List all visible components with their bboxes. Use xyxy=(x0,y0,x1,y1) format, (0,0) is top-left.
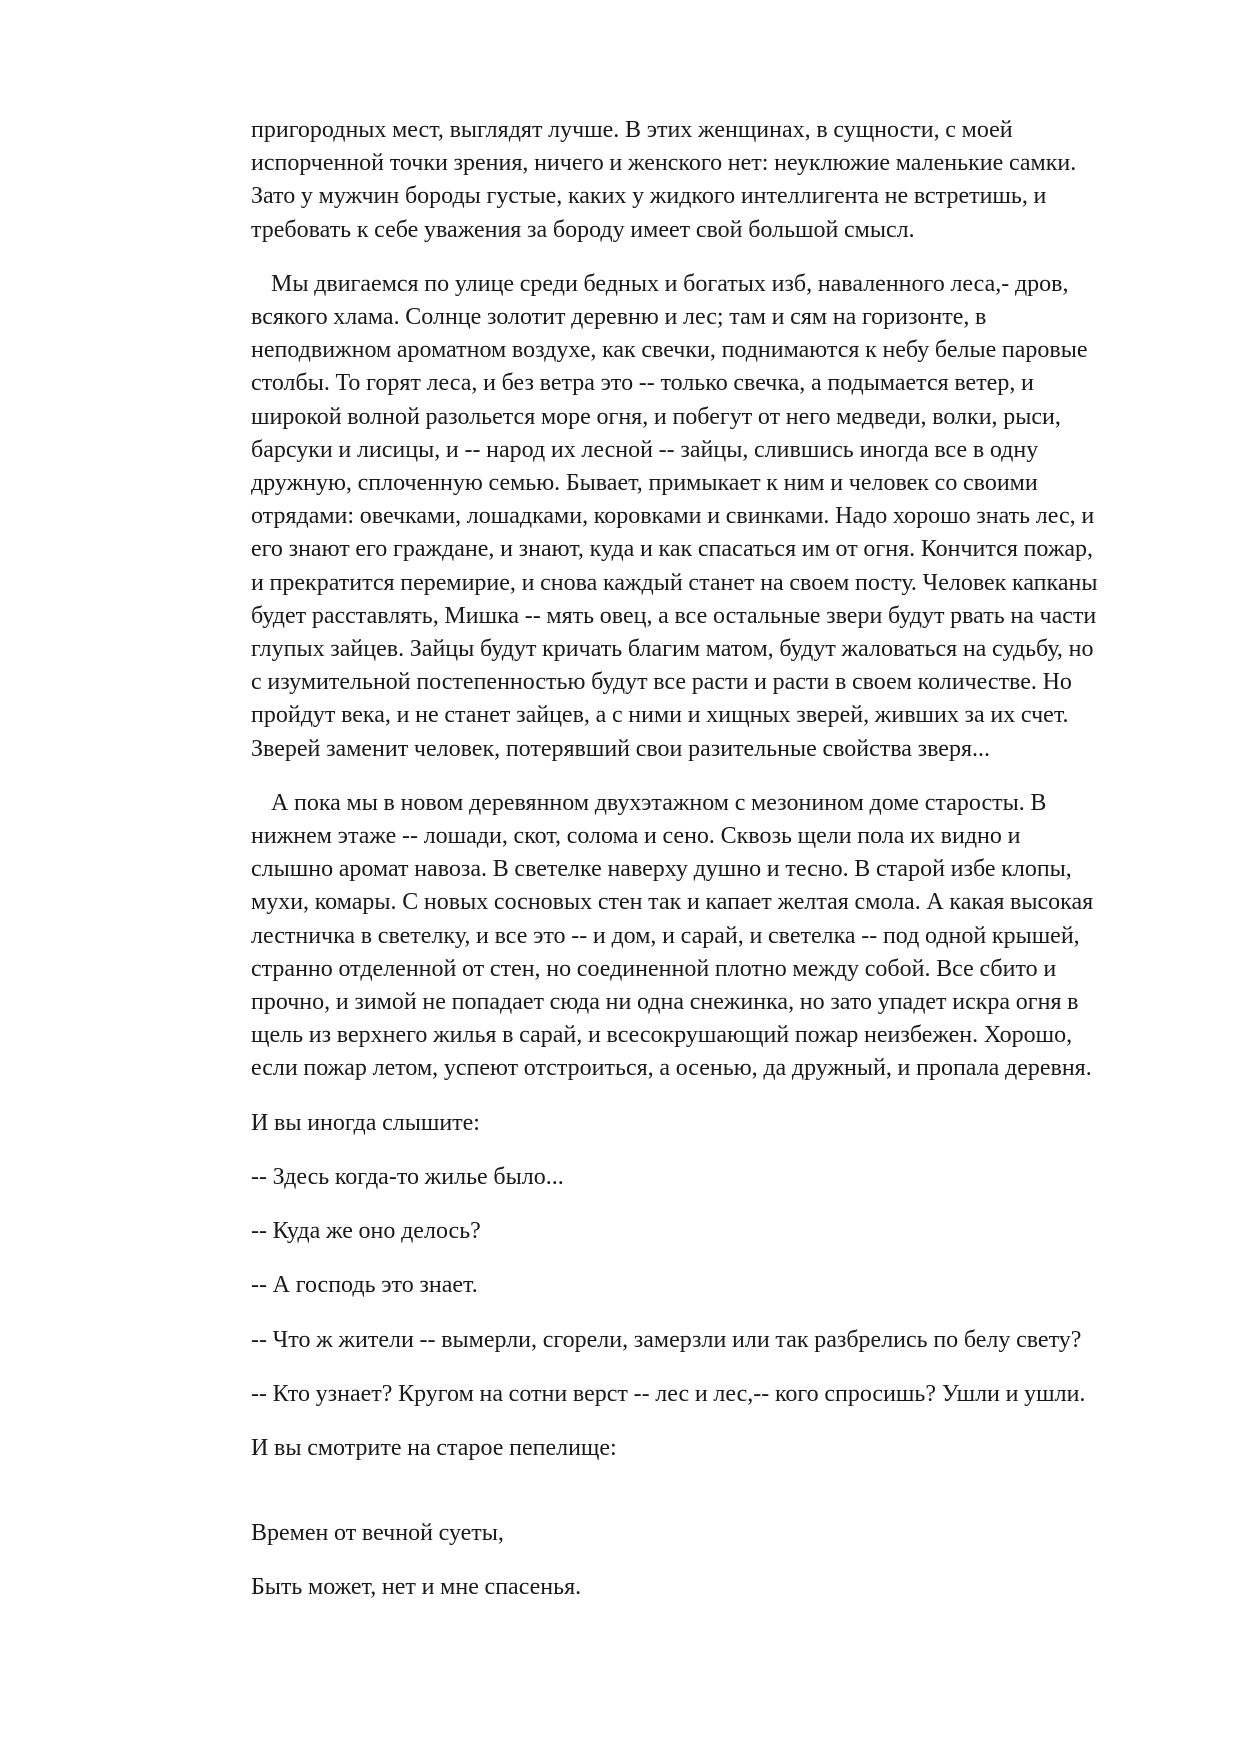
verse-line-2: Быть может, нет и мне спасенья. xyxy=(251,1574,582,1601)
text-line: лестничка в светелку, и все это -- и дом, и сарай, и светелка -- под одной крышей, xyxy=(251,922,1080,949)
text-line: мухи, комары. С новых сосновых стен так и капает желтая смола. А какая высокая xyxy=(251,889,1094,916)
dialogue-line: -- Здесь когда-то жилье было... xyxy=(251,1163,564,1190)
text-line: щель из верхнего жилья в сарай, и всесокрушающий пожар неизбежен. Хорошо, xyxy=(251,1022,1073,1049)
paragraph-2 xyxy=(251,268,1161,766)
text-line: А пока мы в новом деревянном двухэтажном с мезонином доме старосты. В xyxy=(271,789,1047,816)
dialogue-intro: И вы иногда слышите: xyxy=(251,1109,480,1136)
dialogue-line: -- Куда же оно делось? xyxy=(251,1218,481,1245)
text-line: широкой волной разольется море огня, и побегут от него медведи, волки, рыси, xyxy=(251,403,1061,430)
text-line: столбы. То горят леса, и без ветра это -- только свечка, а подымается ветер, и xyxy=(251,370,1034,397)
text-line: будет расставлять, Мишка -- мять овец, а все остальные звери будут рвать на части xyxy=(251,602,1097,629)
text-line: слышно аромат навоза. В светелке наверху душно и тесно. В старой избе клопы, xyxy=(251,856,1072,883)
text-line: странно отделенной от стен, но соединенной плотно между собой. Все сбито и xyxy=(251,955,1057,982)
text-line: требовать к себе уважения за бороду имеет свой большой смысл. xyxy=(251,216,915,243)
text-line: неподвижном ароматном воздухе, как свечки, поднимаются к небу белые паровые xyxy=(251,337,1088,364)
text-line: прочно, и зимой не попадает сюда ни одна снежинка, но зато упадет искра огня в xyxy=(251,989,1079,1016)
text-line: Зверей заменит человек, потерявший свои разительные свойства зверя... xyxy=(251,735,990,762)
body-text xyxy=(251,114,1161,1626)
text-line: пригородных мест, выглядят лучше. В этих женщинах, в сущности, с моей xyxy=(251,117,1013,143)
text-line: испорченной точки зрения, ничего и женского нет: неуклюжие маленькие самки. xyxy=(251,150,1077,177)
text-line: отрядами: овечками, лошадками, коровками и свинками. Надо хорошо знать лес, и xyxy=(251,503,1095,530)
verse-line-1: Времен от вечной суеты, xyxy=(251,1520,504,1547)
closing-line: И вы смотрите на старое пепелище: xyxy=(251,1434,617,1461)
dialogue-line: -- Что ж жители -- вымерли, сгорели, замерзли или так разбрелись по белу свету? xyxy=(251,1326,1082,1353)
text-line: нижнем этаже -- лошади, скот, солома и сено. Сквозь щели пола их видно и xyxy=(251,823,1021,850)
text-line: дружную, сплоченную семью. Бывает, примыкает к ним и человек со своими xyxy=(251,470,1038,497)
text-line: барсуки и лисицы, и -- народ их лесной -- зайцы, слившись иногда все в одну xyxy=(251,436,1039,463)
text-line: Мы двигаемся по улице среди бедных и богатых изб, наваленного леса,- дров, xyxy=(271,270,1069,297)
text-line: его знают его граждане, и знают, куда и как спасаться им от огня. Кончится пожар, xyxy=(251,536,1094,563)
text-line: если пожар летом, успеют отстроиться, а осенью, да дружный, и пропала деревня. xyxy=(251,1055,1092,1082)
dialogue-line: -- А господь это знает. xyxy=(251,1272,478,1299)
text-line: и прекратится перемирие, и снова каждый станет на своем посту. Человек капканы xyxy=(251,569,1098,596)
text-line: Зато у мужчин бороды густые, каких у жидкого интеллигента не встретишь, и xyxy=(251,183,1047,210)
text-line: с изумительной постепенностью будут все расти и расти в своем количестве. Но xyxy=(251,669,1072,696)
text-line: пройдут века, и не станет зайцев, а с ними и хищных зверей, живших за их счет. xyxy=(251,702,1069,729)
paragraph-3 xyxy=(251,787,1161,1086)
text-line: глупых зайцев. Зайцы будут кричать благим матом, будут жаловаться на судьбу, но xyxy=(251,636,1094,663)
text-line: всякого хлама. Солнце золотит деревню и лес; там и сям на горизонте, в xyxy=(251,304,987,331)
dialogue-line: -- Кто узнает? Кругом на сотни верст -- лес и лес,-- кого спросишь? Ушли и ушли. xyxy=(251,1380,1086,1407)
paragraph-1 xyxy=(251,114,1161,247)
